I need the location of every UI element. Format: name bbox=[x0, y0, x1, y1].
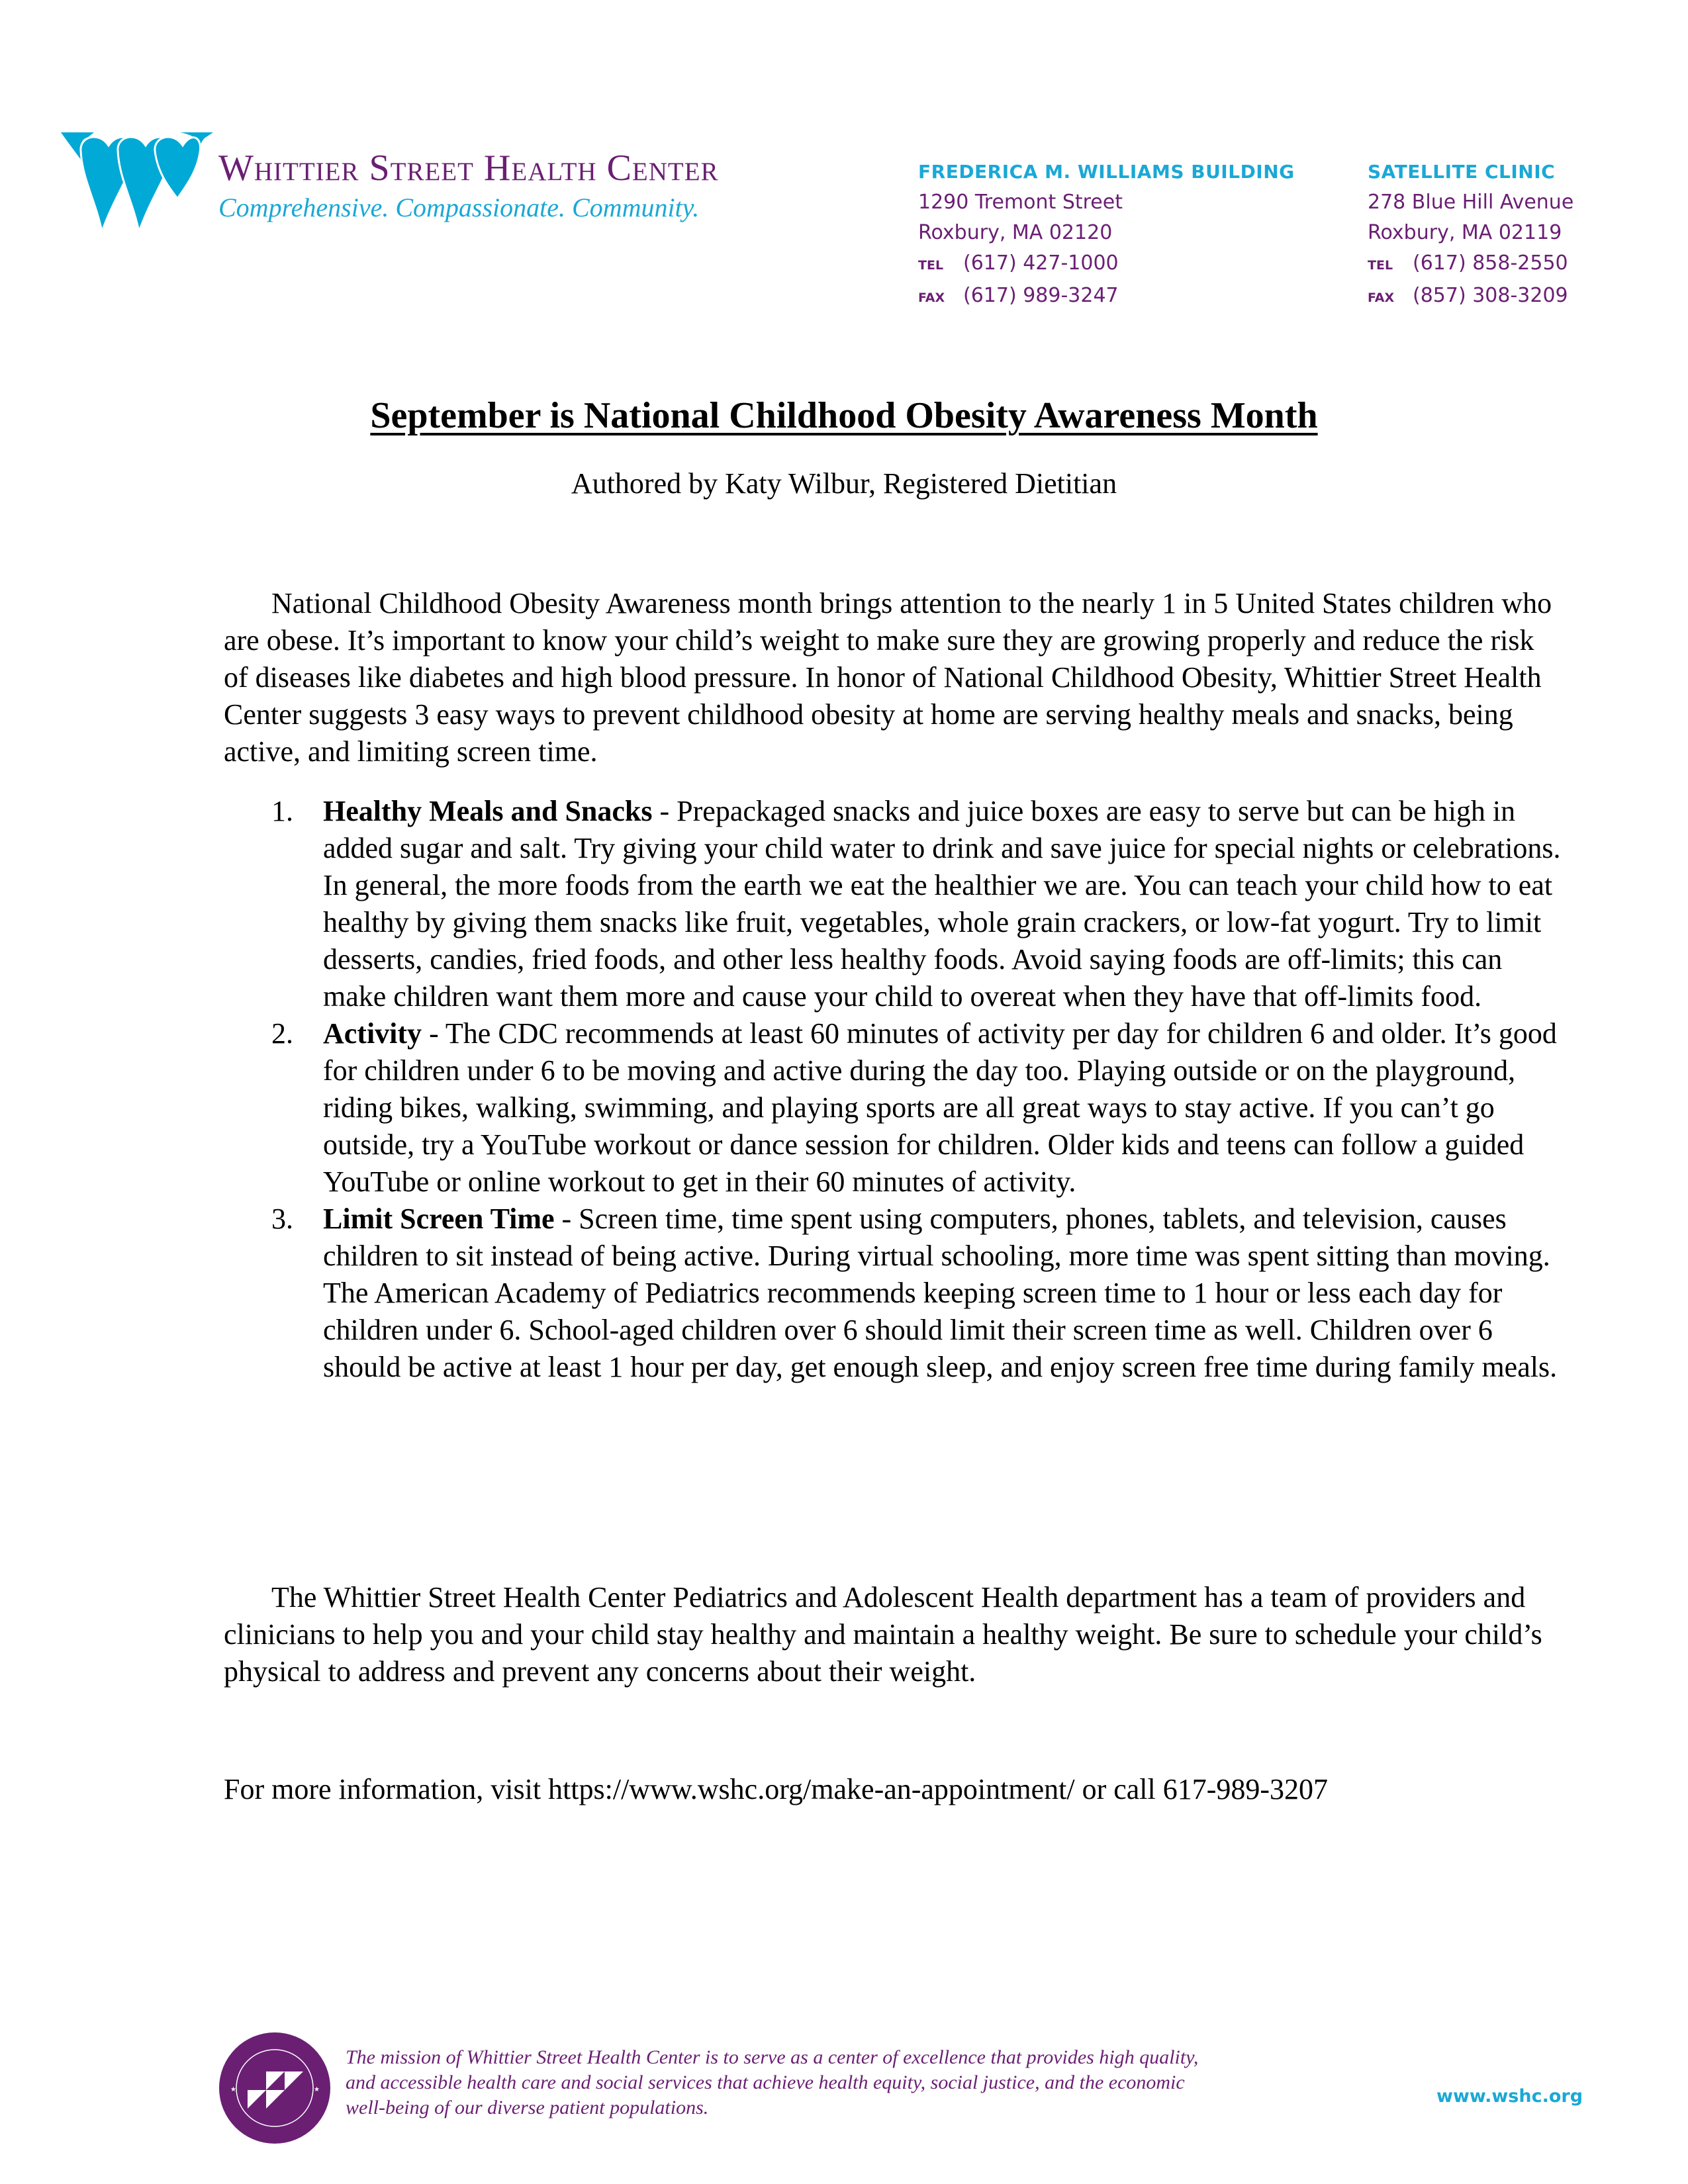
intro-paragraph: National Childhood Obesity Awareness month brings attention to the nearly 1 in 5 United States children who are obese. It’s important to know your child’s weight to make sure they are growing properly and reduce the risk of diseases like diabetes and high blood pressure. In honor of National Childhood Obesity, Whittier Street Health Center suggests 3 easy ways to prevent childhood obesity at home are serving healthy meals and snacks, being active, and limiting screen time. bbox=[224, 587, 1552, 768]
list-heading: Limit Screen Time bbox=[323, 1203, 555, 1235]
website-link[interactable]: www.wshc.org bbox=[1436, 2086, 1583, 2107]
document-author: Authored by Katy Wilbur, Registered Dietitian bbox=[571, 467, 1117, 500]
location-fax bbox=[1368, 281, 1573, 313]
location-fax bbox=[918, 281, 1295, 313]
address-main-building bbox=[918, 157, 1295, 313]
list-heading: Healthy Meals and Snacks bbox=[323, 795, 653, 827]
address-satellite-clinic bbox=[1368, 157, 1573, 313]
list-item bbox=[271, 1015, 1569, 1201]
location-city: Roxbury, MA 02119 bbox=[1368, 221, 1562, 244]
svg-text:★: ★ bbox=[230, 2086, 236, 2093]
fax-label: FAX bbox=[1368, 291, 1395, 305]
list-number: 3. bbox=[271, 1203, 293, 1235]
fax-number: (617) 989-3247 bbox=[963, 284, 1119, 307]
svg-text:★: ★ bbox=[314, 2086, 320, 2093]
org-name: Whittier Street Health Center bbox=[218, 148, 719, 189]
list-item bbox=[271, 793, 1569, 1015]
location-street: 1290 Tremont Street bbox=[918, 191, 1123, 214]
list-item bbox=[271, 1201, 1569, 1386]
list-text: - Screen time, time spent using computers, phones, tablets, and television, causes children to sit instead of being active. During virtual schooling, more time was spent sitting than moving. The American Academy of Pediatrics recommends keeping screen time to 1 hour or less each day for children under 6. School-aged children over 6 should limit their screen time as well. Children over 6 should be active at least 1 hour per day, get enough sleep, and enjoy screen free time during family meals. bbox=[323, 1203, 1558, 1383]
location-title: SATELLITE CLINIC bbox=[1368, 161, 1556, 183]
location-tel bbox=[918, 248, 1295, 281]
location-title: FREDERICA M. WILLIAMS BUILDING bbox=[918, 161, 1295, 183]
tel-label: TEL bbox=[1368, 258, 1393, 273]
list-heading: Activity bbox=[323, 1017, 422, 1050]
list-number: 2. bbox=[271, 1017, 293, 1050]
fax-number: (857) 308-3209 bbox=[1413, 284, 1568, 307]
org-tagline: Comprehensive. Compassionate. Community. bbox=[218, 193, 700, 222]
fax-label: FAX bbox=[918, 291, 945, 305]
tel-number: (617) 858-2550 bbox=[1413, 251, 1568, 275]
tips-list bbox=[271, 793, 1569, 1386]
list-text: - Prepackaged snacks and juice boxes are easy to serve but can be high in added sugar and salt. Try giving your child water to drink and save juice for special nights or celebrations. In general, the more foods from the earth we eat the healthier we are. You can teach your child how to eat healthy by giving them snacks like fruit, vegetables, whole grain crackers, or low-fat yogurt. Try to limit desserts, candies, fried foods, and other less healthy foods. Avoid saying foods are off-limits; this can make children want them more and cause your child to overeat when they have that off-limits food. bbox=[323, 795, 1561, 1013]
mission-statement: The mission of Whittier Street Health Center is to serve as a center of excellence that provides high quality, and accessible health care and social services that achieve health equity, social justice, and the economic well-being of our diverse patient populations. bbox=[346, 2046, 1199, 2118]
document-title: September is National Childhood Obesity Awareness Month bbox=[370, 395, 1318, 436]
location-tel bbox=[1368, 248, 1573, 281]
tel-number: (617) 427-1000 bbox=[963, 251, 1119, 275]
joint-commission-seal-icon bbox=[218, 2032, 331, 2144]
more-info-line: For more information, visit https://www.wshc.org/make-an-appointment/ or call 617-989-3207 bbox=[224, 1773, 1329, 1805]
location-city: Roxbury, MA 02120 bbox=[918, 221, 1113, 244]
closing-paragraph: The Whittier Street Health Center Pediatrics and Adolescent Health department has a team of providers and clinicians to help you and your child stay healthy and maintain a healthy weight. Be sure to schedule your child’s physical to address and prevent any concerns about their weight. bbox=[224, 1581, 1542, 1688]
list-number: 1. bbox=[271, 795, 293, 827]
wshc-logo-icon bbox=[61, 132, 213, 232]
list-text: - The CDC recommends at least 60 minutes of activity per day for children 6 and older. It’s good for children under 6 to be moving and active during the day too. Playing outside or on the playground, riding bikes, walking, swimming, and playing sports are all great ways to stay active. If you can’t go outside, try a YouTube workout or dance session for children. Older kids and teens can follow a guided YouTube or online workout to get in their 60 minutes of activity. bbox=[323, 1017, 1557, 1198]
tel-label: TEL bbox=[918, 258, 944, 273]
location-street: 278 Blue Hill Avenue bbox=[1368, 191, 1574, 214]
